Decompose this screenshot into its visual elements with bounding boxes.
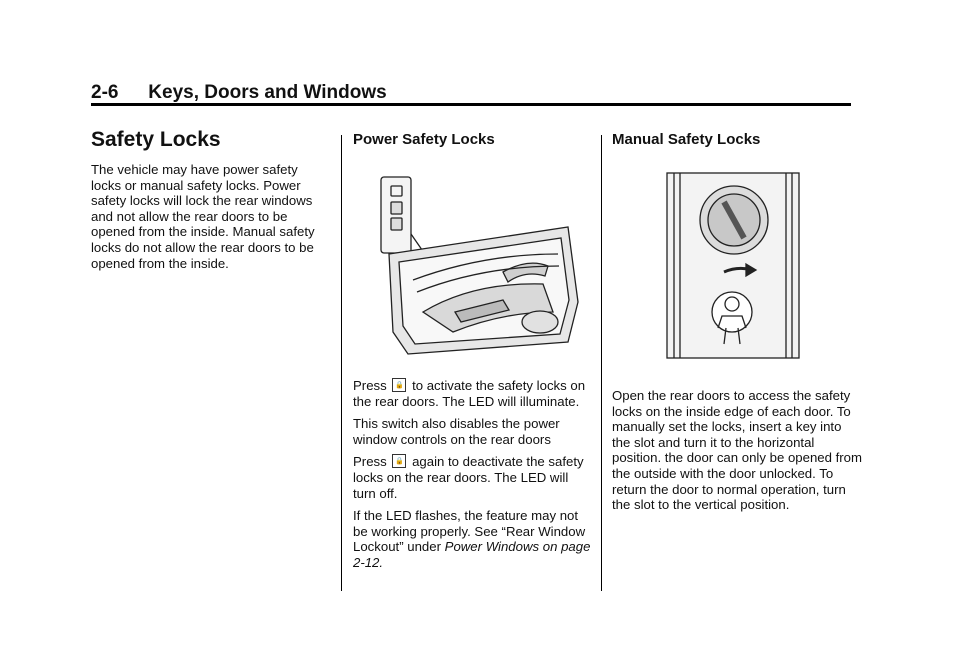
page-number: 2-6 xyxy=(91,82,119,103)
column-divider xyxy=(341,135,342,591)
child-lock-icon xyxy=(612,168,852,364)
press-deactivate-paragraph: Press 🔒 again to deactivate the safety locks on the rear doors. The LED will turn off. xyxy=(353,454,593,501)
section-title: Keys, Doors and Windows xyxy=(148,82,387,103)
safety-lock-icon xyxy=(392,378,406,392)
manual-locks-paragraph: Open the rear doors to access the safety locks on the inside edge of each door. To manually set the locks, insert a key into the slot and turn it to the horizontal position. the door can only be opened from the outside with the door unlocked. To return the door to normal operation, turn the slot to the vertical position. xyxy=(612,388,862,513)
led-flashes-paragraph: If the LED flashes, the feature may not be working properly. See “Rear Window Lockout” under Power Windows on page 2-12. xyxy=(353,508,591,570)
press-activate-paragraph: Press 🔒 to activate the safety locks on the rear doors. The LED will illuminate. xyxy=(353,378,593,409)
door-switch-icon xyxy=(353,162,593,358)
header-rule xyxy=(91,103,851,106)
page-header xyxy=(91,82,851,104)
power-windows-reference[interactable]: Power Windows on page 2-12. xyxy=(353,539,591,570)
column-divider xyxy=(601,135,602,591)
door-panel-illustration xyxy=(353,162,593,358)
safety-locks-heading: Safety Locks xyxy=(91,128,221,151)
safety-lock-icon xyxy=(392,454,406,468)
manual-lock-illustration xyxy=(612,168,852,364)
safety-locks-paragraph: The vehicle may have power safety locks or manual safety locks. Power safety locks will lock the rear windows and not allow the rear doors to be opened from the inside. Manual safety locks do not allow the rear doors to be opened from the inside. xyxy=(91,162,315,271)
manual-safety-locks-heading: Manual Safety Locks xyxy=(612,131,761,148)
switch-disables-paragraph: This switch also disables the power window controls on the rear doors xyxy=(353,416,560,447)
manual-safety-locks-column xyxy=(612,128,862,520)
power-safety-locks-heading: Power Safety Locks xyxy=(353,131,495,148)
safety-locks-column xyxy=(91,128,331,278)
power-safety-locks-column xyxy=(353,128,593,578)
